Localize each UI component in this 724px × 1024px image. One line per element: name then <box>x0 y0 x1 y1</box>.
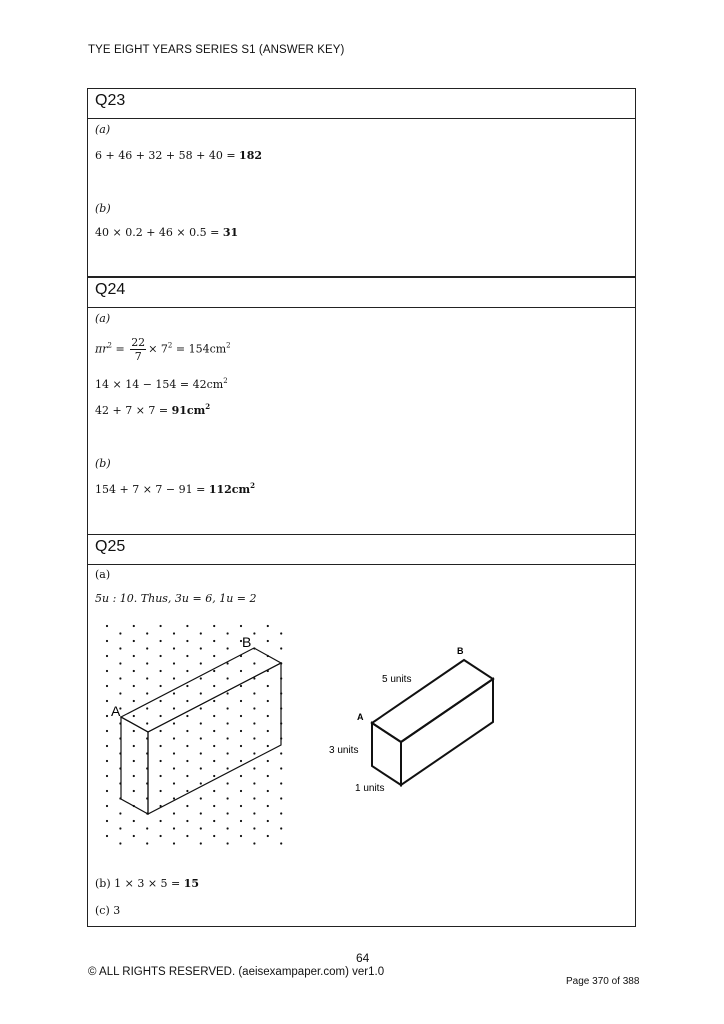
grid-dot <box>227 692 229 694</box>
q25-part-a-line: 5u : 10. Thus, 3u = 6, 1u = 2 <box>95 592 257 605</box>
grid-dot <box>146 647 148 649</box>
grid-dot <box>173 707 175 709</box>
grid-dot <box>280 752 282 754</box>
grid-dot <box>253 842 255 844</box>
grid-dot <box>267 835 269 837</box>
q23-part-a-working: 6 + 46 + 32 + 58 + 40 = <box>95 149 240 162</box>
q25-part-b-working: (b) 1 × 3 × 5 = <box>95 877 184 890</box>
grid-dot <box>146 707 148 709</box>
grid-dot <box>253 827 255 829</box>
label-3-units: 3 units <box>329 745 359 756</box>
copyright-notice: © ALL RIGHTS RESERVED. (aeisexampaper.com) ver1.0 <box>88 966 385 978</box>
grid-dot <box>106 700 108 702</box>
q23-part-a-answer: 182 <box>239 149 263 162</box>
grid-label-a: A <box>111 703 121 719</box>
grid-dot <box>200 797 202 799</box>
grid-dot <box>133 685 135 687</box>
grid-dot <box>186 670 188 672</box>
q23-answer-box <box>87 118 636 277</box>
grid-dot <box>186 715 188 717</box>
grid-dot <box>253 812 255 814</box>
grid-dot <box>267 790 269 792</box>
grid-dot <box>133 760 135 762</box>
q23-part-b-working: 40 × 0.2 + 46 × 0.5 = <box>95 226 223 239</box>
grid-dot <box>106 745 108 747</box>
grid-dot <box>173 647 175 649</box>
grid-dot <box>213 640 215 642</box>
grid-dot <box>213 835 215 837</box>
grid-dot <box>119 827 121 829</box>
q24-exp-6: 2 <box>250 481 256 490</box>
grid-dot <box>133 820 135 822</box>
grid-dot <box>240 670 242 672</box>
grid-dot <box>240 625 242 627</box>
grid-dot <box>267 730 269 732</box>
grid-dot <box>106 835 108 837</box>
grid-dot <box>213 820 215 822</box>
grid-dot <box>173 737 175 739</box>
grid-dot <box>106 670 108 672</box>
grid-dot <box>213 730 215 732</box>
grid-dot <box>280 812 282 814</box>
grid-dot <box>186 655 188 657</box>
q24-part-a-answer: 91cm <box>171 404 206 417</box>
grid-dot <box>160 685 162 687</box>
q24-line-2-text: 14 × 14 − 154 = 42cm <box>95 378 224 391</box>
grid-dot <box>213 805 215 807</box>
grid-dot <box>253 722 255 724</box>
grid-dot <box>267 685 269 687</box>
grid-dot <box>160 730 162 732</box>
grid-dot <box>213 625 215 627</box>
grid-dot <box>267 820 269 822</box>
grid-dot <box>280 797 282 799</box>
grid-dot <box>227 782 229 784</box>
q24-line-4 <box>95 483 255 496</box>
grid-dot <box>267 775 269 777</box>
q24-times-seven: × 7 <box>148 342 168 356</box>
grid-dot <box>186 700 188 702</box>
grid-dot <box>186 775 188 777</box>
grid-dot <box>106 790 108 792</box>
grid-dot <box>133 655 135 657</box>
grid-dot <box>173 677 175 679</box>
grid-dot <box>106 775 108 777</box>
grid-dot <box>227 737 229 739</box>
grid-dot <box>106 625 108 627</box>
grid-dot <box>160 640 162 642</box>
grid-label-b: B <box>242 634 252 650</box>
isometric-dot-grid-figure <box>95 620 310 850</box>
grid-dot <box>186 685 188 687</box>
q24-heading: Q24 <box>87 277 636 308</box>
grid-dot <box>106 655 108 657</box>
grid-dot <box>200 842 202 844</box>
grid-dot <box>173 797 175 799</box>
grid-dot <box>200 662 202 664</box>
q24-equals: = <box>111 342 129 356</box>
grid-dot <box>253 662 255 664</box>
grid-dot <box>267 700 269 702</box>
grid-dot <box>186 730 188 732</box>
grid-dot <box>173 692 175 694</box>
grid-dot <box>160 625 162 627</box>
q23-heading: Q23 <box>87 88 636 119</box>
grid-dot <box>213 700 215 702</box>
grid-dot <box>106 805 108 807</box>
grid-dot <box>253 707 255 709</box>
grid-dot <box>240 730 242 732</box>
grid-dot <box>213 670 215 672</box>
grid-dot <box>253 752 255 754</box>
grid-dot <box>119 692 121 694</box>
grid-dot <box>240 745 242 747</box>
grid-dot <box>267 760 269 762</box>
grid-dot <box>133 670 135 672</box>
q24-part-b-label: (b) <box>95 457 111 470</box>
grid-dot <box>146 632 148 634</box>
grid-dot <box>146 662 148 664</box>
page-number: 64 <box>356 951 370 965</box>
grid-dot <box>146 827 148 829</box>
page-of-count: Page 370 of 388 <box>566 976 640 987</box>
grid-dot <box>119 812 121 814</box>
q24-exp-1: 2 <box>107 341 112 350</box>
q24-pi-r: πr <box>95 342 108 356</box>
grid-dot <box>133 790 135 792</box>
grid-dot <box>200 647 202 649</box>
q24-part-a-label: (a) <box>95 312 111 325</box>
grid-dot <box>213 790 215 792</box>
cuboid-top <box>372 660 493 742</box>
grid-dot <box>227 677 229 679</box>
q25-part-b-answer: 15 <box>183 877 200 890</box>
grid-dot <box>173 812 175 814</box>
grid-dot <box>146 842 148 844</box>
grid-dot <box>106 820 108 822</box>
grid-dot <box>227 647 229 649</box>
grid-dot <box>106 715 108 717</box>
grid-dot <box>200 752 202 754</box>
grid-dot <box>200 707 202 709</box>
grid-dot <box>267 745 269 747</box>
grid-dot <box>227 827 229 829</box>
grid-dot <box>267 625 269 627</box>
grid-dot <box>253 632 255 634</box>
q24-fraction <box>130 336 146 363</box>
grid-dot <box>173 722 175 724</box>
grid-dot <box>213 775 215 777</box>
q24-area-result: = 154cm <box>172 342 227 356</box>
grid-dot <box>253 767 255 769</box>
grid-dot <box>213 655 215 657</box>
grid-dot <box>200 722 202 724</box>
grid-dot <box>119 647 121 649</box>
grid-dot <box>280 767 282 769</box>
grid-dot <box>240 805 242 807</box>
grid-dot <box>133 700 135 702</box>
grid-dot <box>240 685 242 687</box>
grid-dot <box>280 632 282 634</box>
grid-dot <box>186 745 188 747</box>
q24-line-3-text: 42 + 7 × 7 = <box>95 404 172 417</box>
grid-dot <box>160 715 162 717</box>
grid-dot <box>227 842 229 844</box>
grid-dot <box>253 737 255 739</box>
grid-dot <box>160 655 162 657</box>
grid-dot <box>213 760 215 762</box>
grid-dot <box>200 632 202 634</box>
dot-grid <box>106 625 282 845</box>
q25-heading: Q25 <box>87 534 636 565</box>
grid-dot <box>186 640 188 642</box>
q23-part-b-label: (b) <box>95 202 111 215</box>
q25-part-b-line <box>95 877 199 890</box>
cuboid-label-a: A <box>357 712 364 722</box>
q24-fraction-den: 7 <box>134 350 142 363</box>
q23-part-b-line <box>95 226 238 239</box>
grid-dot <box>200 737 202 739</box>
grid-dot <box>146 722 148 724</box>
grid-dot <box>267 715 269 717</box>
grid-dot <box>160 670 162 672</box>
grid-dot <box>240 835 242 837</box>
grid-dot <box>173 632 175 634</box>
grid-dot <box>186 820 188 822</box>
grid-dot <box>186 625 188 627</box>
grid-dot <box>173 662 175 664</box>
grid-dot <box>133 745 135 747</box>
q24-line-2 <box>95 378 228 391</box>
grid-dot <box>280 647 282 649</box>
grid-dot <box>240 760 242 762</box>
grid-dot <box>253 782 255 784</box>
grid-dot <box>160 835 162 837</box>
grid-dot <box>146 677 148 679</box>
grid-dot <box>227 707 229 709</box>
grid-dot <box>119 842 121 844</box>
q24-exp-3: 2 <box>226 341 231 350</box>
label-5-units: 5 units <box>382 674 412 685</box>
grid-dot <box>213 685 215 687</box>
grid-dot <box>253 797 255 799</box>
grid-dot <box>133 625 135 627</box>
grid-dot <box>160 745 162 747</box>
cuboid-label-b: B <box>457 646 464 656</box>
q24-fraction-num: 22 <box>131 336 146 349</box>
grid-dot <box>133 640 135 642</box>
grid-dot <box>160 790 162 792</box>
grid-dot <box>106 760 108 762</box>
grid-dot <box>106 685 108 687</box>
grid-dot <box>186 760 188 762</box>
grid-dot <box>280 827 282 829</box>
label-1-units: 1 units <box>355 783 385 794</box>
grid-dot <box>173 767 175 769</box>
q24-line-3 <box>95 404 210 417</box>
grid-dot <box>160 775 162 777</box>
grid-dot <box>240 700 242 702</box>
grid-dot <box>106 730 108 732</box>
q24-exp-5: 2 <box>205 402 211 411</box>
grid-dot <box>227 767 229 769</box>
grid-dot <box>253 692 255 694</box>
q25-part-a-label: (a) <box>95 568 111 581</box>
q24-exp-4: 2 <box>223 377 228 385</box>
grid-dot <box>160 760 162 762</box>
q24-line-4-text: 154 + 7 × 7 − 91 = <box>95 483 209 496</box>
grid-dot <box>186 835 188 837</box>
grid-dot <box>240 790 242 792</box>
grid-dot <box>200 692 202 694</box>
grid-dot <box>240 820 242 822</box>
grid-dot <box>186 805 188 807</box>
grid-dot <box>200 782 202 784</box>
grid-dot <box>200 827 202 829</box>
grid-dot <box>200 677 202 679</box>
grid-dot <box>160 700 162 702</box>
grid-dot <box>213 745 215 747</box>
grid-dot <box>133 715 135 717</box>
grid-dot <box>227 632 229 634</box>
grid-dot <box>133 835 135 837</box>
grid-dot <box>160 820 162 822</box>
grid-dot <box>227 797 229 799</box>
grid-dot <box>213 715 215 717</box>
grid-dot <box>200 767 202 769</box>
grid-dot <box>280 842 282 844</box>
grid-dot <box>227 722 229 724</box>
q24-part-b-answer: 112cm <box>208 483 251 496</box>
grid-dot <box>173 752 175 754</box>
grid-dot <box>186 790 188 792</box>
grid-dot <box>119 632 121 634</box>
q23-part-a-line <box>95 149 262 162</box>
q24-area-line <box>95 336 231 363</box>
grid-dot <box>280 782 282 784</box>
grid-dot <box>173 842 175 844</box>
grid-dot <box>119 662 121 664</box>
document-header: TYE EIGHT YEARS SERIES S1 (ANSWER KEY) <box>88 44 345 56</box>
grid-dot <box>173 782 175 784</box>
grid-dot <box>200 812 202 814</box>
q25-part-c-line: (c) 3 <box>95 904 121 917</box>
grid-dot <box>133 730 135 732</box>
grid-dot <box>227 752 229 754</box>
grid-dot <box>240 715 242 717</box>
cuboid-top-face <box>121 648 281 732</box>
grid-dot <box>267 805 269 807</box>
grid-dot <box>240 775 242 777</box>
q23-part-b-answer: 31 <box>222 226 239 239</box>
grid-dot <box>133 775 135 777</box>
grid-dot <box>227 812 229 814</box>
grid-dot <box>173 827 175 829</box>
q24-exp-2: 2 <box>167 341 173 350</box>
labelled-cuboid-figure <box>320 640 505 800</box>
grid-dot <box>106 640 108 642</box>
grid-dot <box>119 677 121 679</box>
grid-dot <box>267 640 269 642</box>
q23-part-a-label: (a) <box>95 123 111 136</box>
grid-dot <box>146 692 148 694</box>
